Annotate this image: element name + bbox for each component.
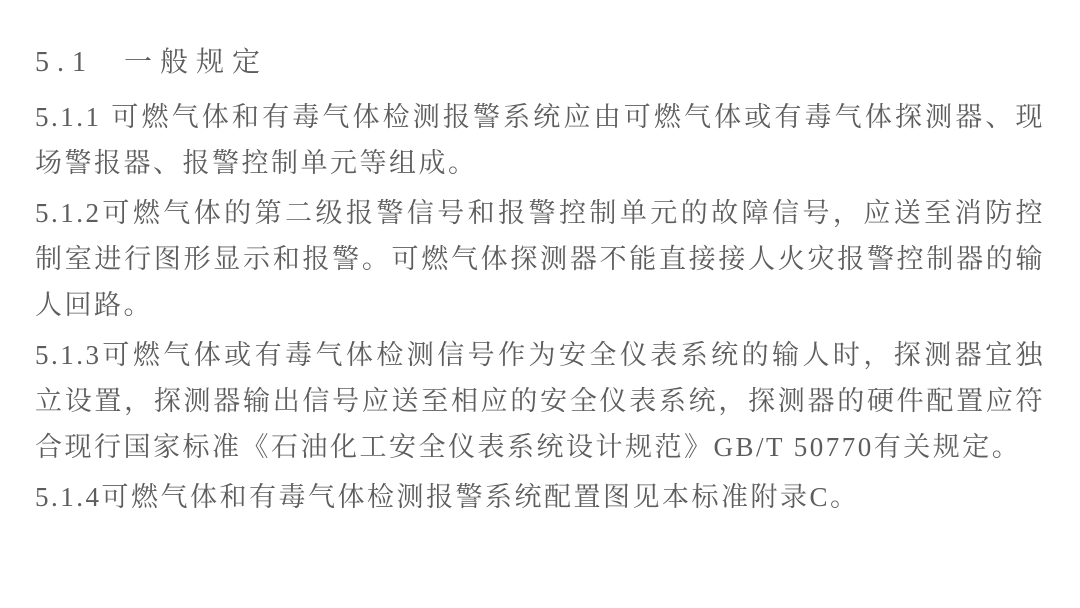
clause-paragraph-5-1-2: 5.1.2可燃气体的第二级报警信号和报警控制单元的故障信号，应送至消防控制室进行图形显示和报警。可燃气体探测器不能直接接人火灾报警控制器的输人回路。 [35,198,1045,320]
clause-paragraph-5-1-3: 5.1.3可燃气体或有毒气体检测信号作为安全仪表系统的输人时，探测器宜独立设置，探测器输出信号应送至相应的安全仪表系统，探测器的硬件配置应符合现行国家标准《石油化工安全仪表系统设计规范》GB/T 50770有关规定。 [35,340,1045,462]
clause-paragraph-5-1-1: 5.1.1 可燃气体和有毒气体检测报警系统应由可燃气体或有毒气体探测器、现场警报器、报警控制单元等组成。 [35,102,1045,178]
section-heading: 5.1 一般规定 [35,47,269,78]
clause-paragraph-5-1-4: 5.1.4可燃气体和有毒气体检测报警系统配置图见本标准附录C。 [35,482,860,512]
